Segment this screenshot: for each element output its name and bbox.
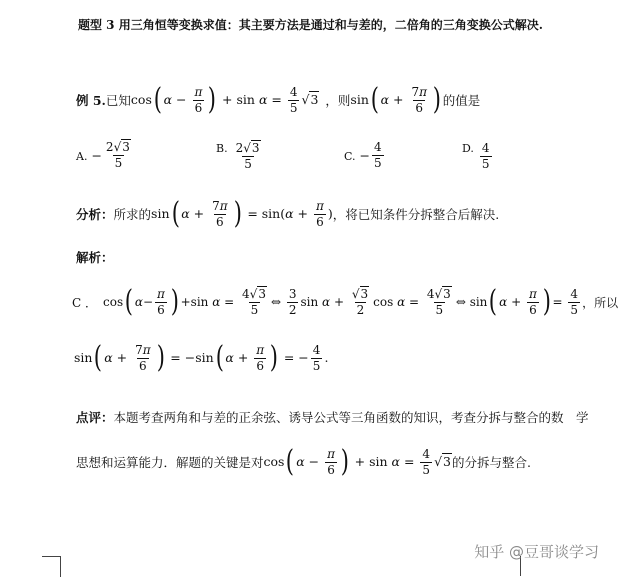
solution-line-1 [72,280,618,324]
analysis-line [76,194,499,234]
choice-a: A. − $\frac{2√3}{5}$ [76,140,130,170]
solution-formula-1: cos( α− $\frac{\pi}{6}$ ) +sin α = $\frac{4√3}{5}$ ⇔ $\frac{3}{2}$ sin α + $\frac{√3}{2}$ cos α = $\frac{4√3}{5}$ ⇔ sin( α + $\frac{\pi}{6}$ ) = $\frac{4}{5}$ [103,284,579,319]
document-page [60,0,618,500]
example-formula-given: cos( α − $\frac{\pi}{6}$ ) + sin α = $\frac{4}{5}$ √3 [130,82,319,117]
comment-text-2a: 思想和运算能力．解题的关键是对 [76,455,264,470]
watermark: 知乎 @豆哥谈学习 [474,543,599,561]
comment-text-1: 本题考查两角和与差的正余弦、诱导公式等三角函数的知识，考查分拆与整合的数 学 [113,410,589,425]
analysis-text-2: ，将已知条件分拆整合后解决. [332,207,500,222]
example-formula-target: sin( α + $\frac{7\pi}{6}$ ) [350,82,441,117]
comment-line-2 [76,440,531,484]
comment-line-1 [76,408,589,426]
solution-prefix: C ． [72,295,97,310]
crop-mark-left [42,556,61,577]
choice-letter: B. [216,142,228,155]
choice-letter: A. [76,150,88,163]
solution-suffix: ，所以 [582,295,618,310]
choices-row [76,140,536,180]
example-ask-tail: 的值是 [442,93,481,108]
choice-b: B. $\frac{2√3}{5}$ [216,141,260,171]
choice-letter: D. [462,142,474,155]
section-heading: 题型 3 用三角恒等变换求值：其主要方法是通过和与差的，二倍角的三角变换公式解决. [78,18,543,32]
comment-text-2b: 的分拆与整合. [451,455,531,470]
example-ask: ，则 [325,93,351,108]
solution-line-2 [74,336,328,380]
comment-formula: cos( α − $\frac{\pi}{6}$ ) + sin α = $\frac{4}{5}$ √3 [263,444,451,479]
solution-formula-2: sin( α + $\frac{7\pi}{6}$ ) = −sin( α + $\frac{\pi}{6}$ ) = − $\frac{4}{5}$ . [74,340,329,375]
example-5 [76,78,480,122]
analysis-label: 分析： [76,207,114,222]
choice-c: C. − $\frac{4}{5}$ [344,140,382,170]
choice-d: D. $\frac{4}{5}$ [462,141,490,171]
example-label: 例 5. [76,93,106,108]
solution-label: 解析： [76,250,114,265]
comment-label: 点评： [76,410,114,425]
example-prefix: 已知 [105,93,131,108]
analysis-text-1: 所求的 [113,207,152,222]
choice-letter: C. [344,150,356,163]
analysis-formula: sin( α + $\frac{7\pi}{6}$ ) = sin(α + $\frac{\pi}{6}$ ) [151,196,333,231]
